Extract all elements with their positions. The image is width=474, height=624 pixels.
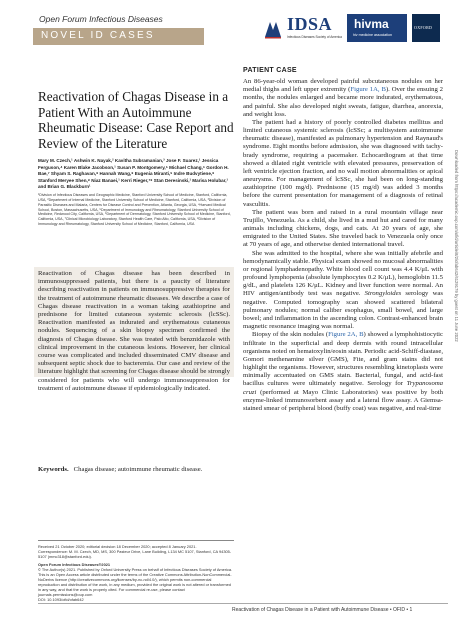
figure-1-link[interactable]: Figure 1A, B bbox=[350, 86, 386, 94]
case-body bbox=[243, 78, 443, 413]
oxford-logo-text: OXFORD bbox=[414, 25, 433, 30]
author-list: Mary M. Czech,¹ Ashwin K. Nayak,² Kavitha Subramanian,³ Jose F. Suarez,¹ Jessica Ferguson,⁴ Karen Blake Jacobson,¹ Susan P. Montgomery,⁵ Michael Chang,⁶ Gordon H. Bae,⁷ Shyam S. Raghavan,⁸ Hannah Wang,⁸ Eugenia Miranti,⁹ Indre Budvytiene,⁸ Stanford Meryee Shen,⁸ Niaz Banaei,¹ Kerri Rieger,⁷⁸ Stan Deresinski,¹ Marisa Holubar,¹ and Brian G. Blackburn¹ bbox=[38, 158, 229, 190]
download-watermark bbox=[452, 150, 460, 610]
keywords-text: Chagas disease; autoimmune rheumatic disease. bbox=[73, 466, 203, 473]
copyright-block bbox=[38, 562, 234, 602]
download-watermark-text: Downloaded from https://academic.oup.com/ofid/article/8/2/ofab642/6129179 by guest on 11 June 2022 bbox=[454, 150, 459, 342]
paragraph-1: An 86-year-old woman developed painful subcutaneous nodules on her medial thighs and left upper extremity (Figure 1A, B). Over the ensuing 2 months, the nodules enlarged and became more indurated, erythematous, and painful. She also developed night sweats, fatigue, diarrhea, anorexia, and weight loss. bbox=[243, 78, 444, 118]
received-line: Received 21 October 2020; editorial decision 18 December 2020; accepted 8 January 2021. bbox=[38, 544, 197, 549]
idsa-logo: IDSA bbox=[287, 14, 333, 34]
journal-name: Open Forum Infectious Diseases bbox=[39, 14, 163, 24]
doi-link[interactable]: DOI: 10.1093/ofid/ofab642 bbox=[38, 597, 84, 602]
paragraph-3: The patient was born and raised in a rural mountain village near Trujillo, Venezuela. As a child, she lived in a mud hut and cared for many animals including chickens, dogs, and cats. At 20 years of age, she emigrated to the United States. She traveled back to Venezuela only once at 70 years of age, and otherwise denied international travel. bbox=[243, 208, 443, 249]
paragraph-2: The patient had a history of poorly controlled diabetes mellitus and limited cutaneous systemic sclerosis (lcSSc; a multisystem autoimmune rheumatic disease), manifested as pulmonary hypertension and Raynaud's syndrome. Eight months before admission, she was diagnosed with tachy-brady syndrome, requiring a pacemaker. Echocardiogram at that time showed a dilated right ventricle with elevated pressures, preservation of left ventricle ejection fraction, and no wall motion abnormalities or apical aneurysms. For management of lcSSc, she had been on long-standing azathioprine (100 mg/d). Prednisone (15 mg/d) was added 3 months before the current presentation for management of a diagnosis of retinal vasculitis. bbox=[243, 118, 443, 208]
footer-divider bbox=[38, 603, 448, 604]
paragraph-5: Biopsy of the skin nodules (Figure 2A, B) showed a lymphohistiocytic infiltrate in the superficial and deep dermis with round intracellular organisms noted on hematoxylin/eosin stain. Periodic acid-Schiff-diastase, Gomori methenamine silver (GMS), Fite, and gram stains did not highlight the organisms. However, structures resembling kinetoplasts were minimally accentuated on GMS stain. Bacterial, fungal, and acid-fast bacillus cultures were ultimately negative. Serology for Trypanosoma cruzi (performed at Mayo Clinic Laboratories) was positive by both enzyme-linked immunosorbent assay and a lateral flow assay. A Giemsa-stained smear of peripheral blood (buffy coat) was negative, and real-time bbox=[243, 331, 443, 412]
hivma-logo-subtitle: hiv medicine association bbox=[353, 33, 392, 37]
oxford-logo bbox=[412, 14, 440, 42]
metadata-divider bbox=[38, 540, 234, 541]
hivma-logo bbox=[347, 14, 407, 42]
section-heading-patient-case: PATIENT CASE bbox=[243, 67, 297, 74]
copyright-text: © The Author(s) 2021. Published by Oxford University Press on behalf of Infectious Diseases Society of America. This is an Open Access article distributed under the terms of the Creative Commons Attribution-NonCommercial-NoDerivs licence (http://creativecommons.org/licenses/by-nc-nd/4.0/), which permits non-commercial reproduction and distribution of the work, in any medium, provided the original work is not altered or transformed in any way, and that the work is properly cited. For commercial re-use, please contact journals.permissions@oup.com bbox=[38, 567, 233, 597]
paragraph-4: She was admitted to the hospital, where she was initially afebrile and hemodynamically stable. Physical exam showed no mucosal abnormalities or regional lymphadenopathy. White blood cell count was 4.4 K/μL with profound lymphopenia (absolute lymphocytes 0.2 K/μL), hemoglobin 11.5 g/dL, and platelets 126 K/μL. Kidney and liver function were normal. An HIV antigen/antibody test was negative. Strongyloides serology was negative. Computed tomography scan showed scattered bilateral pulmonary nodules; normal caliber esophagus, small bowel, and large bowel; and inflammation in the ascending colon. Contrast-enhanced brain magnetic resonance imaging was normal. bbox=[243, 249, 443, 331]
keywords-label: Keywords. bbox=[38, 466, 69, 473]
running-footer: Reactivation of Chagas Disease in a Patient with Autoimmune Disease • OFID • 1 bbox=[232, 607, 413, 613]
keywords bbox=[38, 466, 230, 474]
author-affiliations: ¹Division of Infectious Diseases and Geographic Medicine, Stanford University School of Medicine, Stanford, California, USA, ²Department of Internal Medicine, Stanford University School of Medicine, Stanford, California, USA, ³Division of Parasitic Diseases and Malaria, Centers for Disease Control and Prevention, Atlanta, Georgia, USA, ⁴Harvard Medical School, Boston, Massachusetts, USA, ⁵Department of Immunology and Rheumatology, Stanford University School of Medicine, Redwood City, California, USA, ⁶Department of Dermatology, Stanford University School of Medicine, Stanford, California, USA, ⁷Clinical Microbiology Laboratory, Stanford Health Care, Palo Alto, California, USA, ⁸Division of Immunology and Rheumatology, Stanford University School of Medicine, Stanford, California, USA bbox=[38, 193, 231, 227]
idsa-logo-subtitle: Infectious Diseases Society of America bbox=[287, 35, 342, 39]
received-dates bbox=[38, 544, 234, 559]
article-type-label: NOVEL ID CASES bbox=[41, 30, 155, 41]
correspondence-line: Correspondence: M. M. Czech, MD, MS, 300 Pasteur Drive, Lane Building, L134 MC 5107, Stanford, CA 94305-5107 (mmc318@stanford.edu). bbox=[38, 549, 232, 559]
hivma-logo-text: hivma bbox=[354, 17, 389, 31]
abstract-text: Reactivation of Chagas disease has been described in immunosuppressed patients, but there is a paucity of literature describing reactivation in patients on immunosuppressive therapies for the treatment of autoimmune rheumatic diseases. We describe a case of Chagas disease reactivation in a woman taking azathioprine and prednisone for limited cutaneous systemic sclerosis (lcSSc). Reactivation manifested as indurated and erythematous cutaneous nodules. Sequencing of a skin biopsy specimen confirmed the diagnosis of Chagas disease. She was treated with benznidazole with clinical improvement in the cutaneous lesions. However, her clinical course was complicated and included disseminated CMV disease and subsequent septic shock due to bacteremia. Our case and review of the literature highlight that screening for Chagas disease should be strongly considered for patients who will undergo immunosuppression for treatment of autoimmune disease if epidemiologically indicated. bbox=[38, 270, 230, 392]
article-title: Reactivation of Chagas Disease in a Patient With an Autoimmune Rheumatic Disease: Case Report and Review of the Literature bbox=[38, 89, 234, 151]
article-type-banner bbox=[33, 28, 204, 45]
ofid-citation: Open Forum Infectious Diseases®2021 bbox=[38, 562, 111, 567]
idsa-logo-mark-icon bbox=[262, 18, 284, 40]
figure-2-link[interactable]: Figure 2A, B bbox=[328, 331, 364, 339]
